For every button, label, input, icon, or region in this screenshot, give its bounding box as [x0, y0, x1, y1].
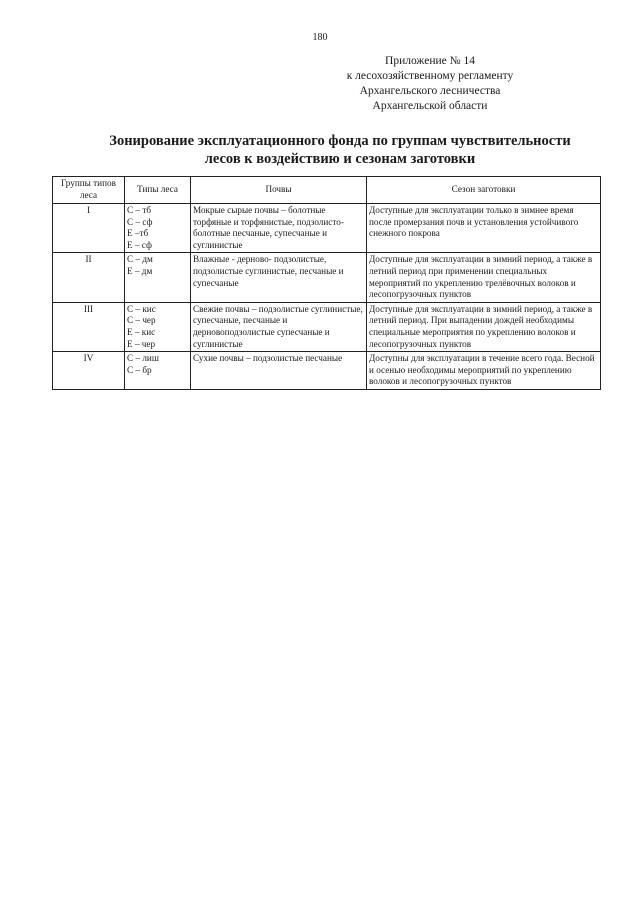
group-cell: II — [53, 253, 125, 302]
forest-type: Е – сф — [127, 239, 152, 250]
appendix-line: к лесохозяйственному регламенту — [346, 70, 514, 82]
forest-type: Е – кис — [127, 326, 156, 337]
forest-types-cell — [125, 352, 191, 390]
forest-type: С – бр — [127, 364, 152, 375]
header-group: Группы типов леса — [53, 177, 125, 204]
document-title — [60, 132, 620, 168]
soils-cell: Сухие почвы – подзолистые песчаные — [191, 352, 367, 390]
forest-type: Е – дм — [127, 265, 153, 276]
soils-cell: Мокрые сырые почвы – болотные торфяные и торфянистые, подзолисто-болотные песчаные, супесчаные и суглинистые — [191, 204, 367, 253]
forest-types-cell — [125, 253, 191, 302]
page-number: 180 — [312, 32, 328, 43]
forest-types-cell — [125, 204, 191, 253]
table-row — [53, 302, 601, 351]
title-line: лесов к воздействию и сезонам заготовки — [204, 151, 476, 167]
table-row — [53, 352, 601, 390]
season-cell: Доступные для эксплуатации только в зимнее время после промерзания почв и установления устойчивого снежного покрова — [367, 204, 601, 253]
zoning-table — [52, 176, 601, 390]
header-forest-types: Типы леса — [125, 177, 191, 204]
title-line: Зонирование эксплуатационного фонда по группам чувствительности — [109, 133, 571, 149]
group-cell: IV — [53, 352, 125, 390]
table-row — [53, 204, 601, 253]
group-cell: I — [53, 204, 125, 253]
appendix-line: Архангельского лесничества — [359, 85, 501, 97]
soils-cell: Влажные - дерново- подзолистые, подзолистые суглинистые, песчаные и супесчаные — [191, 253, 367, 302]
appendix-line: Приложение № 14 — [385, 55, 475, 67]
appendix-header — [300, 54, 560, 114]
season-cell: Доступные для эксплуатации в зимний период, а также в летний период. При выпадении дождей необходимы специальные мероприятия по укреплению волоков и лесопогрузочных пунктов — [367, 302, 601, 351]
season-cell: Доступные для эксплуатации в зимний период, а также в летний период при применении специальных мероприятий по укреплению трелёвочных волоков и лесопогрузочных пунктов — [367, 253, 601, 302]
forest-type: С – тб — [127, 205, 152, 215]
header-season: Сезон заготовки — [367, 177, 601, 204]
forest-type: Е – чер — [127, 338, 156, 349]
soils-cell: Свежие почвы – подзолистые суглинистые, супесчаные, песчаные и дерновоподзолистые супесчаные и суглинистые — [191, 302, 367, 351]
appendix-line: Архангельской области — [372, 100, 488, 112]
forest-types-cell — [125, 302, 191, 351]
forest-type: С – сф — [127, 216, 153, 227]
season-cell: Доступны для эксплуатации в течение всего года. Весной и осенью необходимы мероприятий по укреплению волоков и лесопогрузочных пунктов — [367, 352, 601, 390]
forest-type: С – дм — [127, 254, 153, 265]
forest-type: С – чер — [127, 315, 156, 326]
forest-type: С – кис — [127, 303, 156, 314]
group-cell: III — [53, 302, 125, 351]
header-soils: Почвы — [191, 177, 367, 204]
table-row — [53, 253, 601, 302]
forest-type: С – лиш — [127, 353, 159, 364]
forest-type: Е –тб — [127, 228, 149, 239]
table-header-row — [53, 177, 601, 204]
